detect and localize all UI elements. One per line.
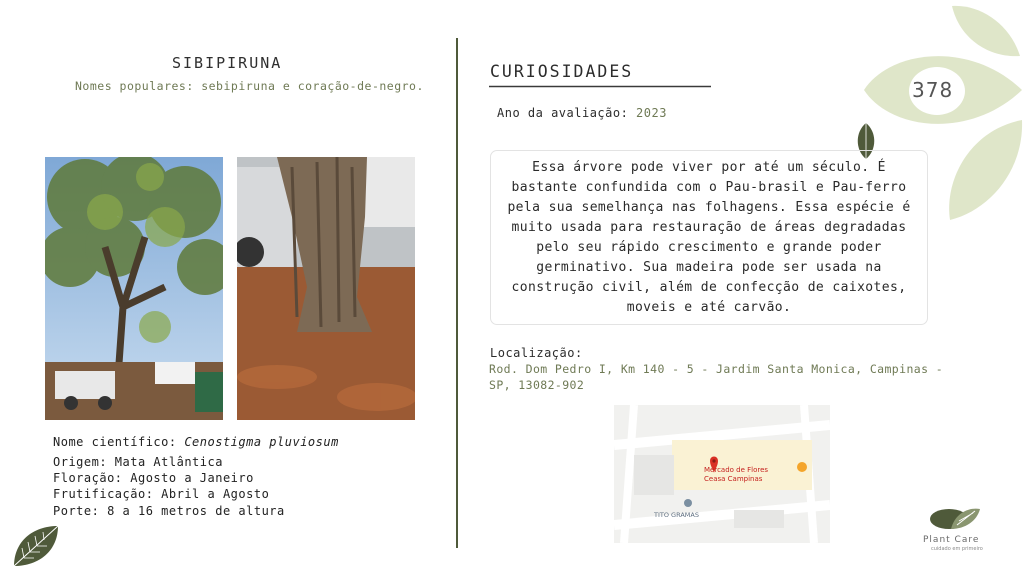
fruiting: Frutificação: Abril a Agosto — [53, 487, 270, 501]
location-address: Rod. Dom Pedro I, Km 140 - 5 - Jardim Santa Monica, Campinas - SP, 13082-902 — [489, 362, 944, 392]
flowering: Floração: Agosto a Janeiro — [53, 471, 254, 485]
evaluation-year-value: 2023 — [636, 106, 667, 120]
page-number: 378 — [912, 78, 954, 102]
location-label: Localização: — [490, 346, 583, 360]
map-place-label — [704, 466, 768, 484]
curiosities-title: CURIOSIDADES — [490, 62, 634, 81]
popular-names: Nomes populares: sebipiruna e coração-de-negro. — [75, 79, 424, 93]
size: Porte: 8 a 16 metros de altura — [53, 504, 285, 518]
evaluation-year-label: Ano da avaliação: — [497, 106, 637, 120]
logo-name: Plant Care — [923, 535, 980, 545]
logo-tagline: cuidado em primeiro — [931, 546, 983, 552]
scientific-name-label: Nome científico: — [53, 435, 185, 449]
curiosities-text: Essa árvore pode viver por até um século. É bastante confundida com o Pau-brasil e Pau-ferro pela sua semelhança nas folhagens. Essa espécie é muito usada para restauração de áreas degradadas pelo seu rápido crescimento e grande poder germinativo. Sua madeira pode ser usada na construção civil, além de confecção de caixotes, moveis e até carvão. — [507, 159, 911, 315]
trunk-photo — [237, 157, 415, 420]
plant-care-logo-icon — [929, 503, 981, 533]
curiosities-underline — [489, 85, 711, 88]
map-place-line1: Mercado de Flores — [704, 466, 769, 474]
map-poi-label: TITO GRAMAS — [654, 511, 699, 519]
leaf-decoration-icon — [10, 522, 62, 570]
evaluation-year — [497, 106, 667, 120]
origin: Origem: Mata Atlântica — [53, 455, 223, 469]
tree-photo — [45, 157, 223, 420]
map-place-line2: Ceasa Campinas — [704, 475, 763, 483]
vertical-divider — [455, 38, 459, 548]
location-map[interactable] — [614, 405, 830, 543]
scientific-name-value: Cenostigma pluviosum — [184, 435, 339, 449]
scientific-name — [53, 435, 339, 449]
species-title: SIBIPIRUNA — [172, 54, 283, 72]
